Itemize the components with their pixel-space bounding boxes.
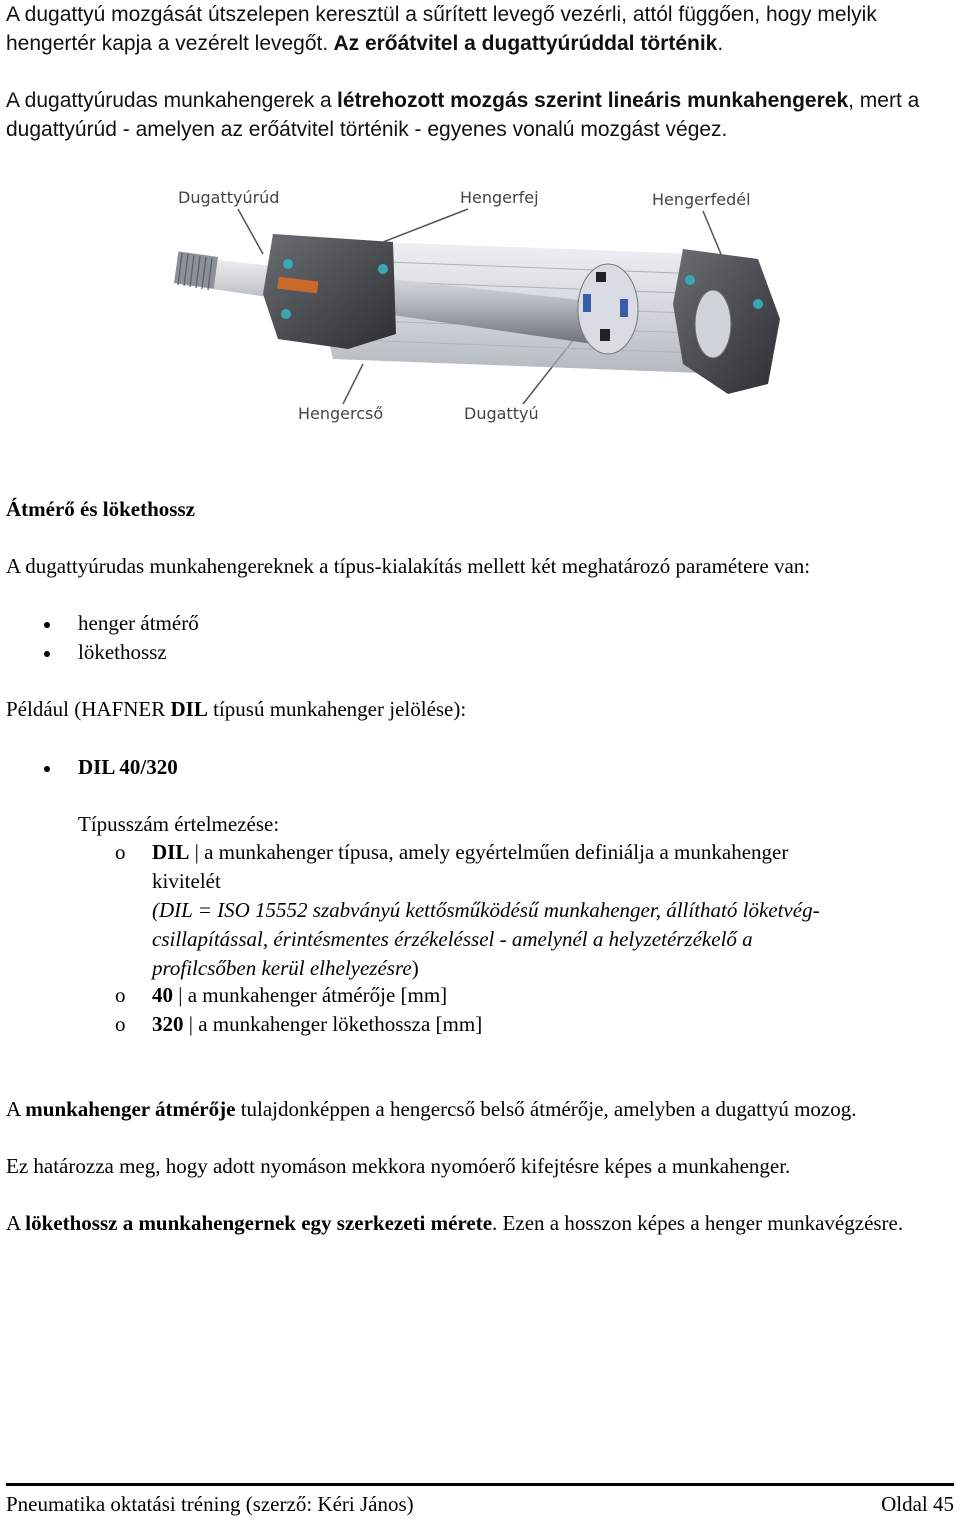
explain-text: tulajdonképpen a hengercső belső átmérője, amelyben a dugattyú mozog. <box>240 1097 857 1121</box>
explain-paragraph-2 <box>6 1209 954 1238</box>
explain-text: A <box>6 1211 21 1235</box>
intro-paragraph-1 <box>6 0 954 58</box>
intro-text: A dugattyú mozgását útszelepen keresztül a sűrített levegő vezérli, attól függően, hogy melyik hengertér kapja a vezérelt levegőt. <box>6 3 877 55</box>
explain-paragraph-1 <box>6 1095 954 1124</box>
footer-divider <box>6 1483 954 1486</box>
param-item-diameter: henger átmérő <box>78 611 199 635</box>
param-item-stroke: lökethossz <box>78 640 167 664</box>
explain-paragraph-1b: Ez határozza meg, hogy adott nyomáson mekkora nyomóerő kifejtésre képes a munkahenger. <box>6 1154 791 1178</box>
type-code: DIL 40/320 <box>78 755 178 779</box>
decode-item-diameter <box>152 981 447 1010</box>
decode-text: | a munkahenger lökethossza [mm] <box>188 1012 483 1036</box>
decode-text: kivitelét <box>152 869 221 893</box>
footer-left: Pneumatika oktatási tréning (szerző: Kéri János) <box>6 1492 414 1516</box>
section-intro: A dugattyúrudas munkahengereknek a típus-kialakítás mellett két meghatározó paramétere van: <box>6 554 811 578</box>
explain-bold: munkahenger átmérője <box>25 1097 236 1121</box>
decode-text: | a munkahenger típusa, amely egyértelműen definiálja a munkahenger <box>194 840 789 864</box>
sub-bullet-marker: o <box>115 1012 126 1036</box>
decode-note: profilcsőben kerül elhelyezésre <box>152 956 412 980</box>
example-prefix: Például (HAFNER <box>6 697 166 721</box>
decode-note: (DIL = ISO 15552 szabványú kettősműködésű munkahenger, állítható löketvég- <box>152 898 820 922</box>
decode-note: csillapítással, érintésmentes érzékeléssel - amelynél a helyzetérzékelő a <box>152 927 753 951</box>
label-cover: Hengerfedél <box>652 190 751 209</box>
intro-paragraph-2 <box>6 86 954 144</box>
example-bold: DIL <box>170 697 208 721</box>
explain-bold: lökethossz a munkahengernek egy szerkezeti mérete <box>25 1211 493 1235</box>
intro-text: A dugattyúrudas munkahengerek a <box>6 89 332 112</box>
section-heading: Átmérő és lökethossz <box>6 497 195 521</box>
intro-bold: Az erőátvitel a dugattyúrúddal történik <box>333 32 718 55</box>
decode-key: 320 <box>152 1012 184 1036</box>
sub-bullet-marker: o <box>115 983 126 1007</box>
decode-text: | a munkahenger átmérője [mm] <box>178 983 448 1007</box>
bullet-icon <box>44 622 50 628</box>
cylinder-cutaway-figure <box>168 184 788 434</box>
example-suffix: típusú munkahenger jelölése): <box>213 697 467 721</box>
label-rod: Dugattyúrúd <box>178 188 280 207</box>
decode-key: 40 <box>152 983 173 1007</box>
bullet-icon <box>44 766 50 772</box>
footer-page-number: Oldal 45 <box>881 1492 954 1516</box>
decode-title: Típusszám értelmezése: <box>78 812 280 836</box>
intro-end: . <box>717 32 724 55</box>
label-barrel: Hengercső <box>298 404 384 423</box>
example-line <box>6 695 954 724</box>
cylinder-illustration <box>168 184 788 434</box>
label-head: Hengerfej <box>460 188 539 207</box>
label-piston: Dugattyú <box>464 404 539 423</box>
decode-close-paren: ) <box>411 956 419 980</box>
explain-text: . Ezen a hosszon képes a henger munkavégzésre. <box>492 1211 904 1235</box>
intro-text: , mert a dugattyúrúd - amelyen az erőátvitel történik - egyenes vonalú mozgást végez. <box>6 89 920 141</box>
intro-bold: létrehozott mozgás szerint lineáris munkahengerek <box>336 89 849 112</box>
decode-key: DIL <box>152 840 190 864</box>
sub-bullet-marker: o <box>115 840 126 864</box>
bullet-icon <box>44 651 50 657</box>
decode-item-dil <box>152 838 952 983</box>
decode-item-stroke <box>152 1010 482 1039</box>
explain-text: A <box>6 1097 21 1121</box>
